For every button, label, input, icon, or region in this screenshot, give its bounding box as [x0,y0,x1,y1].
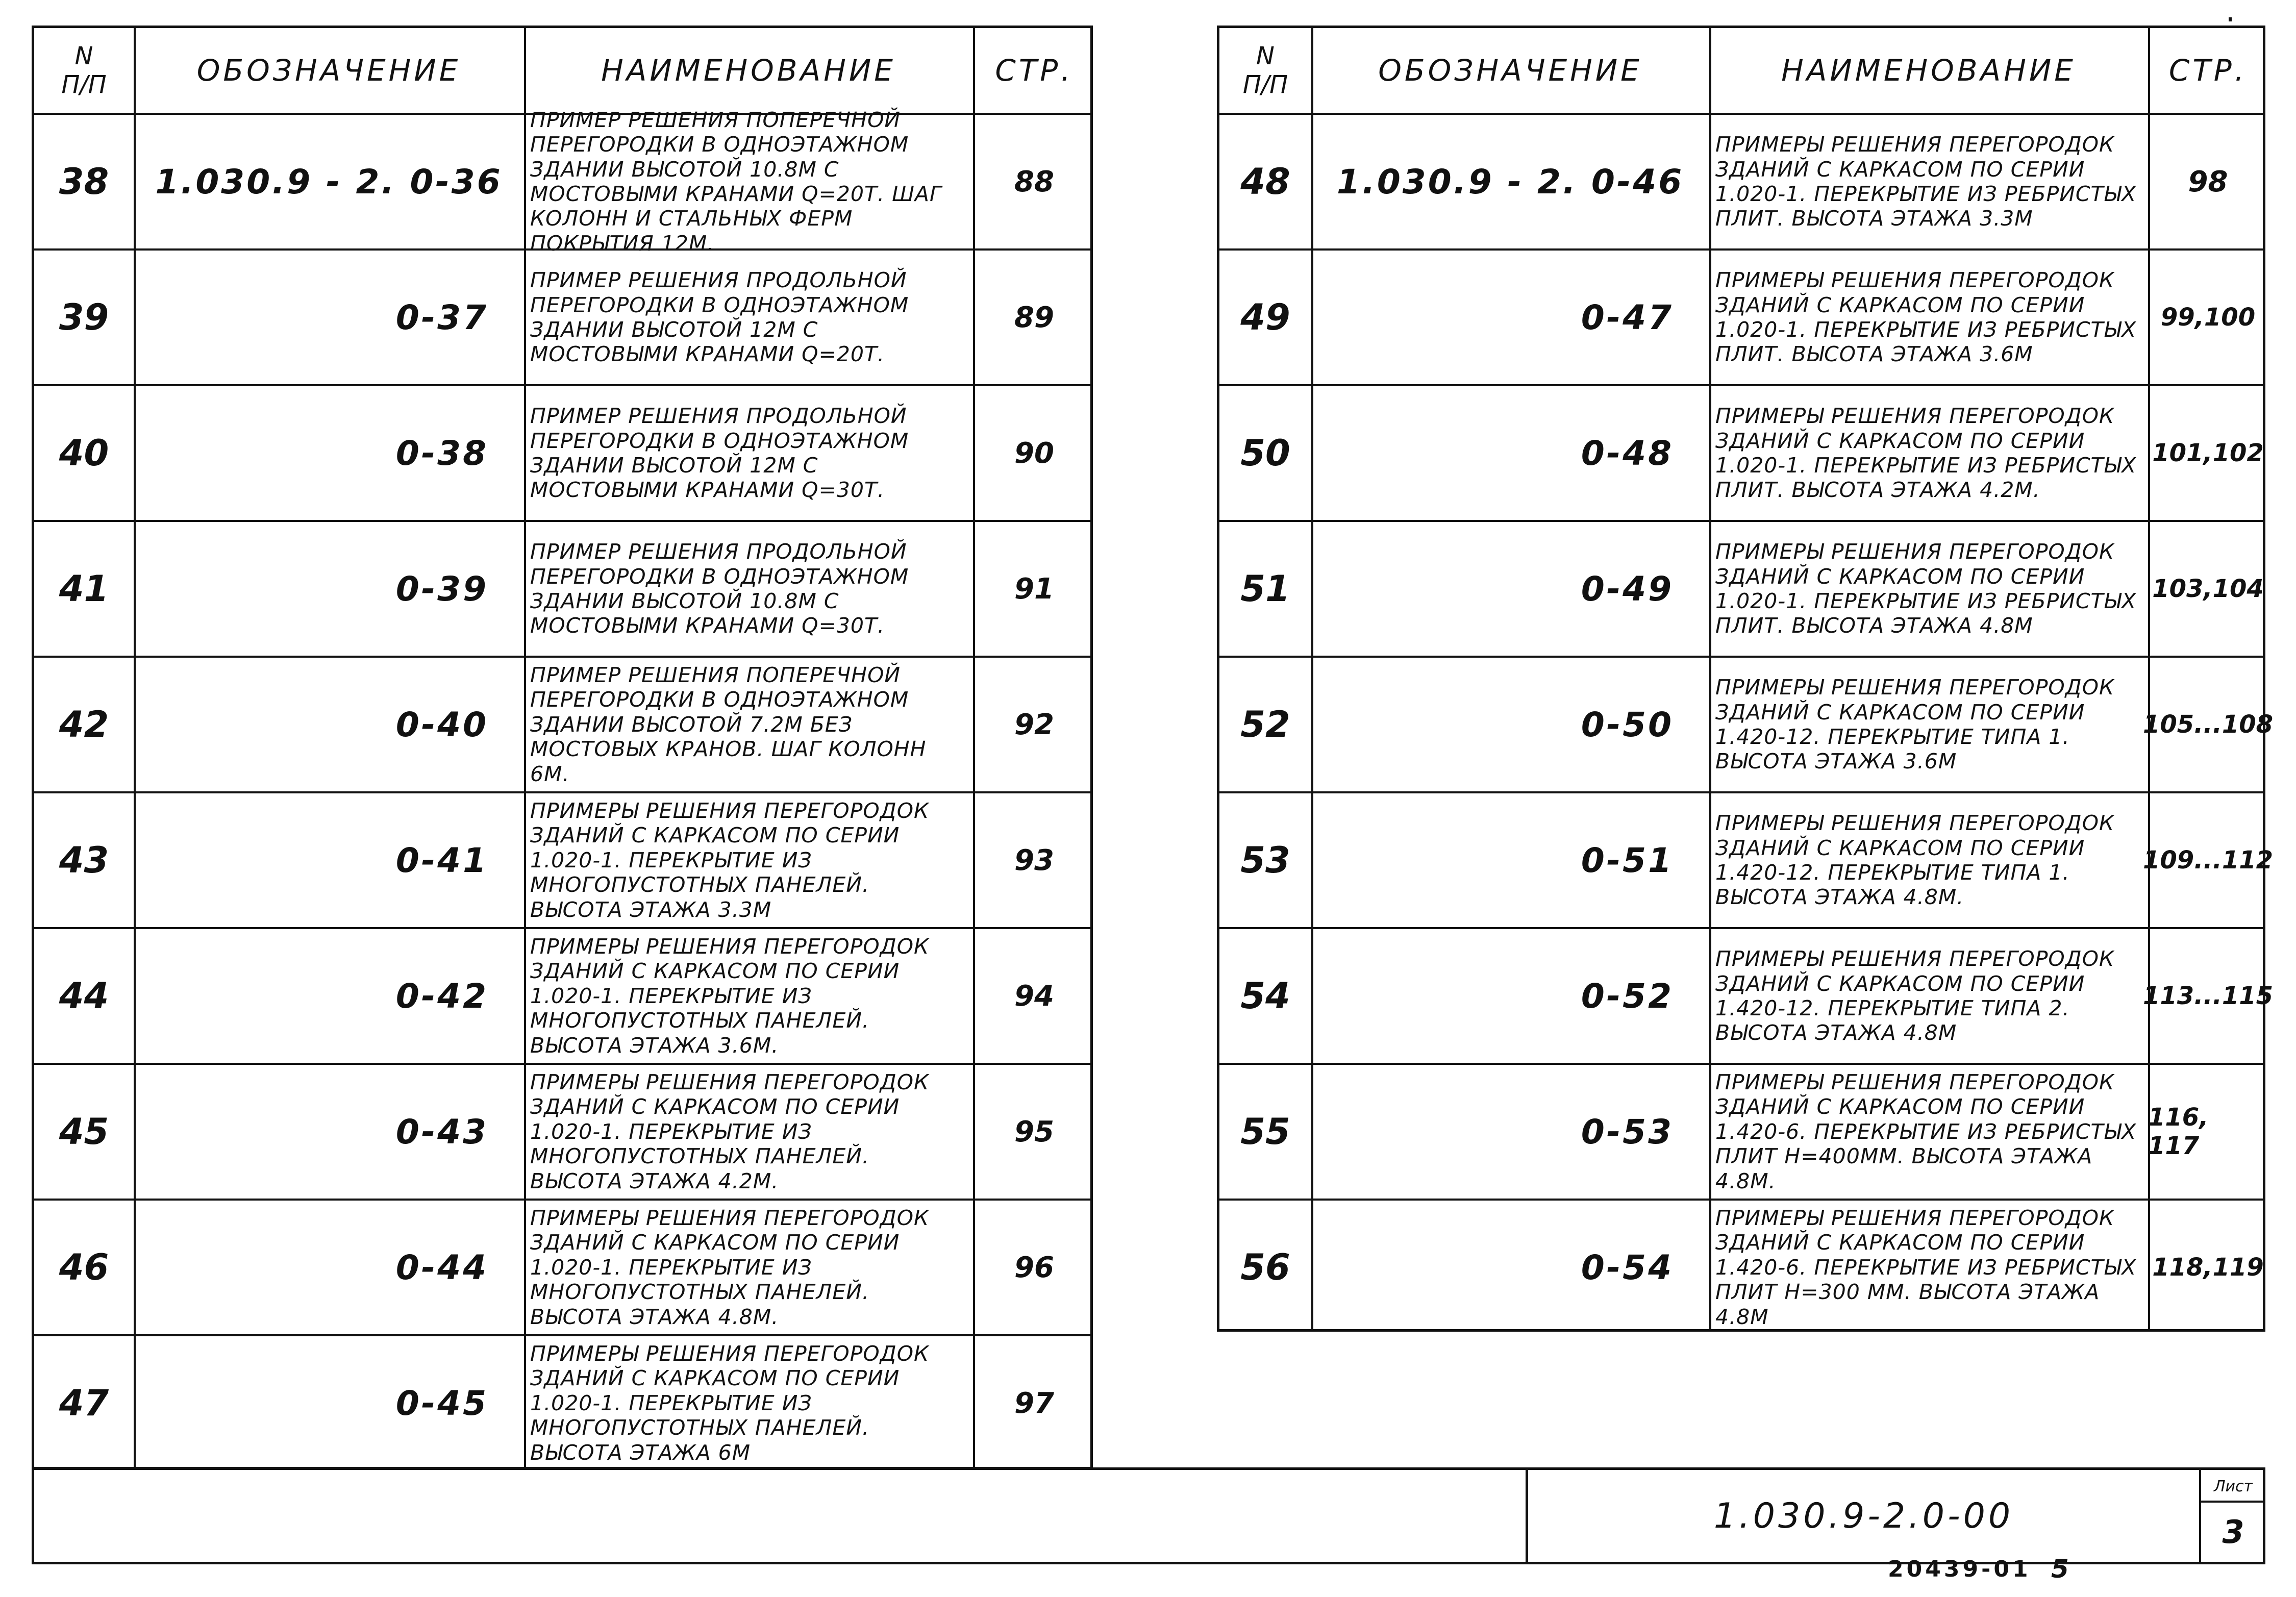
table-row [34,927,1090,1063]
row-designation: 0-45 [395,1383,488,1423]
table-row [1219,1199,2263,1334]
row-page: 88 [1014,165,1054,198]
row-page: 101,102 [2152,439,2264,467]
row-page: 113...115 [2142,982,2274,1010]
table-row [1219,927,2274,1063]
header-name: НАИМЕНОВАНИЕ [601,53,896,88]
corner-mark [2229,17,2232,21]
row-page: 94 [1014,979,1054,1013]
header-page: СТР. [995,53,1074,88]
row-title: ПРИМЕРЫ РЕШЕНИЯ ПЕРЕГОРОДОК ЗДАНИЙ С КАРКАСОМ ПО СЕРИИ 1.020-1. ПЕРЕКРЫТИЕ ИЗ РЕБРИСТЫХ ПЛИТ. ВЫСОТА ЭТАЖА 4.2М. [1715,404,2137,503]
row-number: 49 [1240,296,1290,338]
sheet-number: 3 [2222,1513,2244,1551]
row-designation: 0-41 [395,840,488,880]
row-title: ПРИМЕРЫ РЕШЕНИЯ ПЕРЕГОРОДОК ЗДАНИЙ С КАРКАСОМ ПО СЕРИИ 1.020-1. ПЕРЕКРЫТИЕ ИЗ МНОГОПУСТОТНЫХ ПАНЕЛЕЙ. ВЫСОТА ЭТАЖА 4.8М. [530,1206,930,1329]
row-number: 56 [1240,1246,1290,1288]
row-designation: 0-49 [1581,569,1674,609]
row-designation: 0-44 [395,1247,488,1287]
left-table [32,26,1093,1469]
table-row [34,1199,1090,1334]
row-page: 105...108 [2142,710,2274,739]
row-designation: 1.030.9 - 2. 0-36 [155,162,503,202]
table-row [34,384,1090,520]
table-row [34,520,1090,656]
row-designation: 0-53 [1581,1112,1674,1152]
title-block [1526,1467,2265,1564]
row-number: 50 [1240,432,1290,474]
footer-page-number: 5 [2051,1554,2069,1584]
row-number: 46 [59,1246,109,1288]
row-number: 42 [59,704,109,745]
row-title: ПРИМЕР РЕШЕНИЯ ПРОДОЛЬНОЙ ПЕРЕГОРОДКИ В ОДНОЭТАЖНОМ ЗДАНИИ ВЫСОТОЙ 10.8М С МОСТОВЫМИ КРАНАМИ Q=30Т. [530,539,909,638]
row-designation: 0-38 [395,433,488,473]
document-code: 1.030.9-2.0-00 [1713,1495,2014,1536]
row-designation: 0-42 [395,976,488,1016]
header-code: ОБОЗНАЧЕНИЕ [196,53,461,88]
header-name: НАИМЕНОВАНИЕ [1781,53,2076,88]
row-page: 91 [1014,572,1054,606]
row-number: 41 [59,568,109,610]
row-number: 43 [59,839,109,881]
row-number: 39 [59,296,109,338]
row-page: 93 [1014,843,1054,877]
row-number: 45 [59,1111,109,1153]
row-title: ПРИМЕР РЕШЕНИЯ ПОПЕРЕЧНОЙ ПЕРЕГОРОДКИ В ОДНОЭТАЖНОМ ЗДАНИИ ВЫСОТОЙ 10.8М С МОСТОВЫМИ КРАНАМИ Q=20Т. ШАГ КОЛОНН И СТАЛЬНЫХ ФЕРМ ПОКРЫТИЯ 12М. [530,107,942,256]
row-title: ПРИМЕРЫ РЕШЕНИЯ ПЕРЕГОРОДОК ЗДАНИЙ С КАРКАСОМ ПО СЕРИИ 1.020-1. ПЕРЕКРЫТИЕ ИЗ РЕБРИСТЫХ ПЛИТ. ВЫСОТА ЭТАЖА 3.3М [1715,132,2137,231]
row-page: 99,100 [2160,303,2256,332]
table-row [34,107,1090,256]
header-num: N П/П [1242,42,1288,99]
header-page: СТР. [2168,53,2248,88]
table-row [34,1334,1090,1470]
table-row [1219,248,2263,384]
right-table [1217,26,2274,1332]
row-number: 52 [1240,704,1290,745]
row-title: ПРИМЕР РЕШЕНИЯ ПОПЕРЕЧНОЙ ПЕРЕГОРОДКИ В ОДНОЭТАЖНОМ ЗДАНИИ ВЫСОТОЙ 7.2М БЕЗ МОСТОВЫХ КРАНОВ. ШАГ КОЛОНН 6М. [530,663,927,786]
row-number: 55 [1240,1111,1290,1153]
table-header [34,28,1090,113]
row-title: ПРИМЕРЫ РЕШЕНИЯ ПЕРЕГОРОДОК ЗДАНИЙ С КАРКАСОМ ПО СЕРИИ 1.020-1. ПЕРЕКРЫТИЕ ИЗ МНОГОПУСТОТНЫХ ПАНЕЛЕЙ. ВЫСОТА ЭТАЖА 3.3М [530,798,930,922]
row-number: 53 [1240,839,1290,881]
row-title: ПРИМЕРЫ РЕШЕНИЯ ПЕРЕГОРОДОК ЗДАНИЙ С КАРКАСОМ ПО СЕРИИ 1.420-12. ПЕРЕКРЫТИЕ ТИПА 1. ВЫСОТА ЭТАЖА 4.8М. [1715,811,2115,910]
table-row [34,656,1090,791]
table-row [1219,791,2274,927]
sheet-label: Лист [2213,1477,2253,1495]
row-title: ПРИМЕРЫ РЕШЕНИЯ ПЕРЕГОРОДОК ЗДАНИЙ С КАРКАСОМ ПО СЕРИИ 1.420-6. ПЕРЕКРЫТИЕ ИЗ РЕБРИСТЫХ ПЛИТ H=400ММ. ВЫСОТА ЭТАЖА 4.8М. [1715,1070,2137,1193]
table-row [1219,384,2263,520]
row-designation: 1.030.9 - 2. 0-46 [1336,162,1684,202]
table-row [34,1063,1090,1199]
row-designation: 0-37 [395,297,488,337]
table-row [1219,656,2274,791]
row-page: 109...112 [2142,846,2274,875]
row-number: 38 [59,161,109,203]
table-row [1219,113,2263,248]
row-page: 96 [1014,1251,1054,1284]
row-page: 89 [1014,301,1054,334]
header-code: ОБОЗНАЧЕНИЕ [1378,53,1642,88]
row-page: 118,119 [2152,1253,2264,1282]
row-title: ПРИМЕРЫ РЕШЕНИЯ ПЕРЕГОРОДОК ЗДАНИЙ С КАРКАСОМ ПО СЕРИИ 1.420-6. ПЕРЕКРЫТИЕ ИЗ РЕБРИСТЫХ ПЛИТ H=300 ММ. ВЫСОТА ЭТАЖА 4.8М [1715,1206,2137,1329]
inventory-number: 20439-01 [1888,1556,2031,1582]
table-row [1219,520,2263,656]
row-number: 44 [59,975,109,1017]
row-number: 47 [59,1382,109,1424]
table-row [1219,1063,2263,1199]
row-number: 54 [1240,975,1290,1017]
row-number: 40 [59,432,109,474]
row-title: ПРИМЕР РЕШЕНИЯ ПРОДОЛЬНОЙ ПЕРЕГОРОДКИ В ОДНОЭТАЖНОМ ЗДАНИИ ВЫСОТОЙ 12М С МОСТОВЫМИ КРАНАМИ Q=30Т. [530,404,909,503]
row-title: ПРИМЕРЫ РЕШЕНИЯ ПЕРЕГОРОДОК ЗДАНИЙ С КАРКАСОМ ПО СЕРИИ 1.420-12. ПЕРЕКРЫТИЕ ТИПА 1. ВЫСОТА ЭТАЖА 3.6М [1715,675,2115,774]
row-designation: 0-43 [395,1112,488,1152]
row-title: ПРИМЕРЫ РЕШЕНИЯ ПЕРЕГОРОДОК ЗДАНИЙ С КАРКАСОМ ПО СЕРИИ 1.020-1. ПЕРЕКРЫТИЕ ИЗ МНОГОПУСТОТНЫХ ПАНЕЛЕЙ. ВЫСОТА ЭТАЖА 4.2М. [530,1070,930,1193]
row-title: ПРИМЕРЫ РЕШЕНИЯ ПЕРЕГОРОДОК ЗДАНИЙ С КАРКАСОМ ПО СЕРИИ 1.020-1. ПЕРЕКРЫТИЕ ИЗ РЕБРИСТЫХ ПЛИТ. ВЫСОТА ЭТАЖА 4.8М [1715,539,2137,638]
row-page: 103,104 [2152,575,2264,603]
row-page: 92 [1014,708,1054,741]
row-page: 98 [2188,165,2228,198]
row-page: 90 [1014,436,1054,470]
row-designation: 0-39 [395,569,488,609]
row-title: ПРИМЕРЫ РЕШЕНИЯ ПЕРЕГОРОДОК ЗДАНИЙ С КАРКАСОМ ПО СЕРИИ 1.020-1. ПЕРЕКРЫТИЕ ИЗ МНОГОПУСТОТНЫХ ПАНЕЛЕЙ. ВЫСОТА ЭТАЖА 3.6М. [530,934,930,1058]
row-number: 48 [1240,161,1290,203]
row-page: 95 [1014,1115,1054,1149]
row-designation: 0-48 [1581,433,1674,473]
row-title: ПРИМЕРЫ РЕШЕНИЯ ПЕРЕГОРОДОК ЗДАНИЙ С КАРКАСОМ ПО СЕРИИ 1.420-12. ПЕРЕКРЫТИЕ ТИПА 2. ВЫСОТА ЭТАЖА 4.8М [1715,946,2115,1045]
row-title: ПРИМЕРЫ РЕШЕНИЯ ПЕРЕГОРОДОК ЗДАНИЙ С КАРКАСОМ ПО СЕРИИ 1.020-1. ПЕРЕКРЫТИЕ ИЗ РЕБРИСТЫХ ПЛИТ. ВЫСОТА ЭТАЖА 3.6М [1715,268,2137,367]
row-number: 51 [1240,568,1290,610]
row-designation: 0-47 [1581,297,1674,337]
row-designation: 0-51 [1581,840,1674,880]
row-title: ПРИМЕР РЕШЕНИЯ ПРОДОЛЬНОЙ ПЕРЕГОРОДКИ В ОДНОЭТАЖНОМ ЗДАНИИ ВЫСОТОЙ 12М С МОСТОВЫМИ КРАНАМИ Q=20Т. [530,268,909,367]
table-header [1219,28,2263,113]
header-num: N П/П [61,42,107,99]
row-designation: 0-50 [1581,705,1674,744]
row-page: 97 [1014,1386,1054,1420]
row-designation: 0-54 [1581,1247,1674,1287]
row-designation: 0-40 [395,705,488,744]
row-title: ПРИМЕРЫ РЕШЕНИЯ ПЕРЕГОРОДОК ЗДАНИЙ С КАРКАСОМ ПО СЕРИИ 1.020-1. ПЕРЕКРЫТИЕ ИЗ МНОГОПУСТОТНЫХ ПАНЕЛЕЙ. ВЫСОТА ЭТАЖА 6М [530,1341,930,1465]
table-row [34,248,1090,384]
row-designation: 0-52 [1581,976,1674,1016]
row-page: 116, 117 [2148,1103,2209,1160]
table-row [34,791,1090,927]
